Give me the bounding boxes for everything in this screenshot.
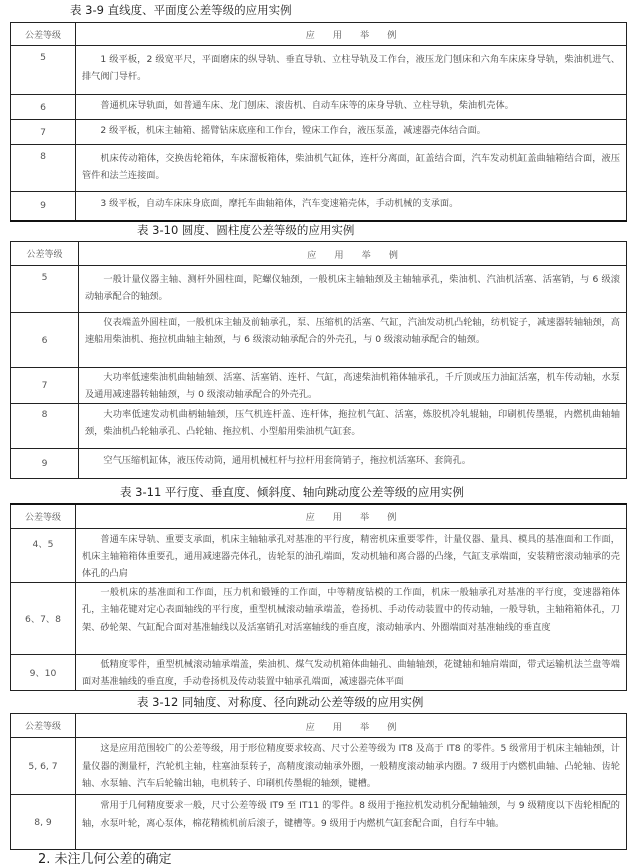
header-grade: 公差等级 — [11, 714, 76, 738]
section-heading: 2. 未注几何公差的确定 — [38, 852, 172, 867]
grade-cell: 9 — [11, 449, 79, 479]
application-cell: 普通机床导轨面，如普通车床、龙门刨床、滚齿机、自动车床等的床身导轨、立柱导轨，柴油机壳体。 — [76, 95, 627, 120]
table-row — [11, 368, 627, 404]
application-cell: 大功率低速发动机曲柄轴轴颈，压气机连杆盖、连杆体，拖拉机气缸、活塞，炼胶机冷轧辊轴，印刷机传墨辊，内燃机曲轴轴颈，柴油机凸轮轴承孔、凸轮轴、拖拉机、小型船用柴油机气缸套。 — [79, 404, 627, 449]
table-3-9 — [10, 22, 627, 222]
application-cell: 这是应用范围较广的公差等级，用于形位精度要求较高、尺寸公差等级为 IT8 及高于 IT8 的零件。5 级常用于机床主轴轴颈，计量仪器的测量杆，汽轮机主轴，柱塞油泵转子，高精度滚动轴承外圈，一般精度滚动轴承内圈。7 级用于内燃机曲轴、凸轮轴、齿轮轴、水泵轴、汽车后轮输出轴，电机转子、印刷机传墨辊的轴颈，键槽。 — [76, 738, 627, 795]
table-row — [11, 582, 627, 654]
grade-cell: 4、5 — [11, 528, 76, 582]
table-row — [11, 313, 627, 368]
application-cell: 1 级平板，2 级宽平尺，平面磨床的纵导轨、垂直导轨、立柱导轨及工作台，液压龙门刨床和六角车床床身导轨，柴油机进气、排气阀门导杆。 — [76, 46, 627, 95]
table-3-11 — [10, 503, 627, 691]
grade-cell: 9、10 — [11, 654, 76, 690]
header-char: 例 — [387, 721, 397, 733]
caption-text: 表 3-11 平行度、垂直度、倾斜度、轴向跳动度公差等级的应用实例 — [120, 485, 464, 499]
header-grade: 公差等级 — [11, 504, 76, 528]
header-char: 举 — [360, 721, 370, 733]
grade-cell: 6 — [11, 313, 79, 368]
header-grade: 公差等级 — [11, 23, 76, 46]
grade-cell: 6 — [11, 95, 76, 120]
table-3-10 — [10, 241, 627, 479]
table-row — [11, 266, 627, 313]
header-application — [76, 714, 627, 738]
application-cell: 普通车床导轨、重要支承面，机床主轴轴承孔对基准的平行度，精密机床重要零件，计量仪器、量具、模具的基准面和工作面，机床主轴箱箱体重要孔，通用减速器壳体孔，齿轮泵的油孔端面，发动机轴和离合器的凸缘，气缸支承端面，安装精密滚动轴承的壳体孔的凸肩 — [76, 528, 627, 582]
header-char: 用 — [332, 721, 342, 733]
grade-cell: 9 — [11, 192, 76, 221]
header-application — [79, 242, 627, 266]
table-row — [11, 528, 627, 582]
application-cell: 常用于几何精度要求一般，尺寸公差等级 IT9 至 IT11 的零件。8 级用于拖拉机发动机分配轴轴颈，与 9 级精度以下齿轮相配的轴，水泵叶轮，离心泵体，棉花精梳机前后滚子，键槽等。9 级用于内燃机气缸套配合面，自行车中轴。 — [76, 795, 627, 850]
table-row — [11, 795, 627, 850]
table-row — [11, 120, 627, 145]
header-char: 举 — [360, 512, 370, 524]
header-char: 用 — [332, 512, 342, 524]
header-char: 应 — [305, 30, 315, 41]
header-application — [76, 504, 627, 528]
grade-cell: 6、7、8 — [11, 582, 76, 654]
table-header-row — [11, 504, 627, 528]
header-char: 例 — [387, 512, 397, 524]
header-char: 用 — [334, 249, 344, 261]
table-header-row — [11, 242, 627, 266]
grade-cell: 5, 6, 7 — [11, 738, 76, 795]
application-cell: 大功率低速柴油机曲轴轴颈、活塞、活塞销、连杆、气缸，高速柴油机箱体轴承孔，千斤顶或压力油缸活塞，机车传动轴，水泵及通用减速器转轴轴颈，与 0 级滚动轴承配合的外壳孔。 — [79, 368, 627, 404]
header-char: 用 — [332, 30, 342, 41]
table-row — [11, 654, 627, 690]
header-char: 例 — [387, 30, 397, 41]
header-char: 举 — [361, 249, 371, 261]
header-char: 应 — [307, 249, 317, 261]
header-char: 应 — [305, 512, 315, 524]
table-row — [11, 192, 627, 221]
table-row — [11, 145, 627, 192]
application-cell: 一般计量仪器主轴、测杆外圆柱面，陀螺仪轴颈，一般机床主轴轴颈及主轴轴承孔，柴油机、汽油机活塞、活塞销，与 6 级滚动轴承配合的轴颈。 — [79, 266, 627, 313]
header-char: 举 — [360, 30, 370, 41]
caption-text: 表 3-12 同轴度、对称度、径向跳动公差等级的应用实例 — [137, 695, 424, 709]
application-cell: 一般机床的基准面和工作面，压力机和锻锤的工作面，中等精度钻模的工作面，机床一般轴承孔对基准的平行度，变速器箱体孔，主轴花键对定心表面轴线的平行度，重型机械滚动轴承端盖，卷扬机、手动传动装置中的传动轴，一般导轨，主轴箱箱体孔，刀架、砂轮架、气缸配合面对基准轴线以及活塞销孔对活塞轴线的垂直度，滚动轴承内、外圈端面对基准轴线的垂直度 — [76, 582, 627, 654]
application-cell: 机床传动箱体，交换齿轮箱体，车床溜板箱体，柴油机气缸体，连杆分离面，缸盖结合面，汽车发动机缸盖曲轴箱结合面，液压管件和法兰连接面。 — [76, 145, 627, 192]
grade-cell: 8, 9 — [11, 795, 76, 850]
grade-cell: 5 — [11, 46, 76, 95]
caption-text: 表 3-10 圆度、圆柱度公差等级的应用实例 — [137, 223, 355, 237]
table-3-12 — [10, 713, 627, 850]
grade-cell: 8 — [11, 404, 79, 449]
grade-cell: 5 — [11, 266, 79, 313]
table-row — [11, 738, 627, 795]
header-application — [76, 23, 627, 46]
caption-text: 表 3-9 直线度、平面度公差等级的应用实例 — [70, 3, 292, 17]
application-cell: 3 级平板，自动车床床身底面，摩托车曲轴箱体，汽车变速箱壳体，手动机械的支承面。 — [76, 192, 627, 221]
grade-cell: 7 — [11, 368, 79, 404]
grade-cell: 8 — [11, 145, 76, 192]
table-row — [11, 449, 627, 479]
table-row — [11, 404, 627, 449]
grade-cell: 7 — [11, 120, 76, 145]
application-cell: 仪表端盖外圆柱面，一般机床主轴及前轴承孔，泵、压缩机的活塞、气缸，汽油发动机凸轮轴，纺机锭子，减速器转轴轴颈，高速船用柴油机、拖拉机曲轴主轴颈，与 6 级滚动轴承配合的外壳孔，与 0 级滚动轴承配合的轴颈。 — [79, 313, 627, 368]
table-row — [11, 46, 627, 95]
application-cell: 低精度零件，重型机械滚动轴承端盖，柴油机、煤气发动机箱体曲轴孔、曲轴轴颈，花键轴和轴肩端面，带式运输机法兰盘等端面对基准轴线的垂直度，手动卷扬机及传动装置中轴承孔端面，减速器壳体平面 — [76, 654, 627, 690]
table-row — [11, 95, 627, 120]
header-grade: 公差等级 — [11, 242, 79, 266]
header-char: 例 — [388, 249, 398, 261]
table-header-row — [11, 714, 627, 738]
header-char: 应 — [305, 721, 315, 733]
application-cell: 空气压缩机缸体，液压传动筒，通用机械杠杆与拉杆用套筒销子，拖拉机活塞环、套筒孔。 — [79, 449, 627, 479]
table-header-row — [11, 23, 627, 46]
application-cell: 2 级平板，机床主轴箱、摇臂钻床底座和工作台，镗床工作台，液压泵盖，减速器壳体结合面。 — [76, 120, 627, 145]
